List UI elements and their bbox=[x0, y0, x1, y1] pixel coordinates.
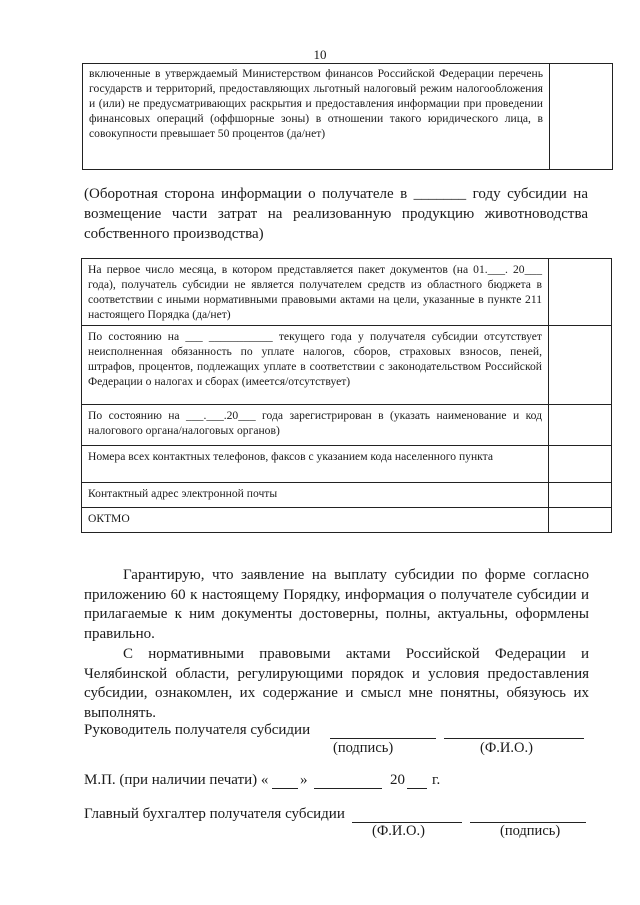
head-signature-line[interactable] bbox=[330, 738, 436, 739]
table-row bbox=[82, 483, 612, 508]
info-table-continuation bbox=[82, 63, 613, 170]
head-name-caption: (Ф.И.О.) bbox=[480, 740, 533, 756]
table-row bbox=[82, 508, 612, 533]
row-description: По состоянию на ___.___.20___ года зарегистрирован в (указать наименование и код налогового органа/налоговых органов) bbox=[82, 405, 549, 446]
head-name-line[interactable] bbox=[444, 738, 584, 739]
date-year-suffix: г. bbox=[432, 772, 441, 788]
row-description: Контактный адрес электронной почты bbox=[82, 483, 549, 508]
table-row bbox=[82, 405, 612, 446]
head-signature-label: Руководитель получателя субсидии bbox=[84, 722, 311, 738]
accountant-signature-label: Главный бухгалтер получателя субсидии bbox=[84, 806, 345, 822]
date-day-line[interactable] bbox=[272, 788, 298, 789]
date-quote-close: » bbox=[300, 772, 308, 788]
head-sign-caption: (подпись) bbox=[333, 740, 394, 756]
row-description: На первое число месяца, в котором представляется пакет документов (на 01.___. 20___ года), получатель субсидии не является получателем средств из областного бюджета в соответствии с иными нормативными правовыми актами на цели, указанные в пункте 211 настоящего Порядка (да/нет) bbox=[82, 259, 549, 326]
row-description: Номера всех контактных телефонов, факсов с указанием кода населенного пункта bbox=[82, 446, 549, 483]
row-description: По состоянию на ___ ___________ текущего года у получателя субсидии отсутствует неисполненная обязанность по уплате налогов, сборов, страховых взносов, пеней, штрафов, процентов, подлежащих уплате в соответствии с законодательством Российской Федерации о налогах и сборах (имеется/отсутствует) bbox=[82, 326, 549, 405]
row-value-cell[interactable] bbox=[549, 326, 612, 405]
row-value-cell[interactable] bbox=[549, 405, 612, 446]
table-row bbox=[82, 446, 612, 483]
table-row bbox=[82, 326, 612, 405]
date-month-line[interactable] bbox=[314, 788, 382, 789]
recipient-info-table bbox=[81, 258, 612, 533]
date-year-line[interactable] bbox=[407, 788, 427, 789]
row-value-cell[interactable] bbox=[549, 446, 612, 483]
row-description: включенные в утверждаемый Министерством финансов Российской Федерации перечень государств и территорий, предоставляющих льготный налоговый режим налогообложения и (или) не предусматривающих раскрытия и предоставления информации при проведении финансовых операций (оффшорные зоны) в отношении такого юридического лица, в совокупности превышает 50 процентов (да/нет) bbox=[83, 64, 550, 170]
accountant-sign-caption: (подпись) bbox=[500, 823, 561, 839]
section-heading: (Оборотная сторона информации о получателе в _______ году субсидии на возмещение части затрат на реализованную продукцию животноводства собственного производства) bbox=[84, 186, 588, 242]
row-value-cell[interactable] bbox=[550, 64, 613, 170]
table-row bbox=[83, 64, 613, 170]
date-year-prefix: 20 bbox=[390, 772, 405, 788]
table-row bbox=[82, 259, 612, 326]
row-description: ОКТМО bbox=[82, 508, 549, 533]
row-value-cell[interactable] bbox=[549, 259, 612, 326]
accountant-name-caption: (Ф.И.О.) bbox=[372, 823, 425, 839]
acknowledgement-paragraph: С нормативными правовыми актами Российской Федерации и Челябинской области, регулирующими порядок и условия предоставления субсидии, ознакомлен, их содержание и смысл мне понятны, обязуюсь их выполнять. bbox=[84, 646, 589, 721]
guarantee-paragraph: Гарантирую, что заявление на выплату субсидии по форме согласно приложению 60 к настоящему Порядку, информация о получателе субсидии и прилагаемые к ним документы достоверны, полны, актуальны, оформлены правильно. bbox=[84, 567, 589, 642]
page-number: 10 bbox=[313, 47, 327, 62]
stamp-date-label: М.П. (при наличии печати) « bbox=[84, 772, 269, 788]
row-value-cell[interactable] bbox=[549, 508, 612, 533]
row-value-cell[interactable] bbox=[549, 483, 612, 508]
